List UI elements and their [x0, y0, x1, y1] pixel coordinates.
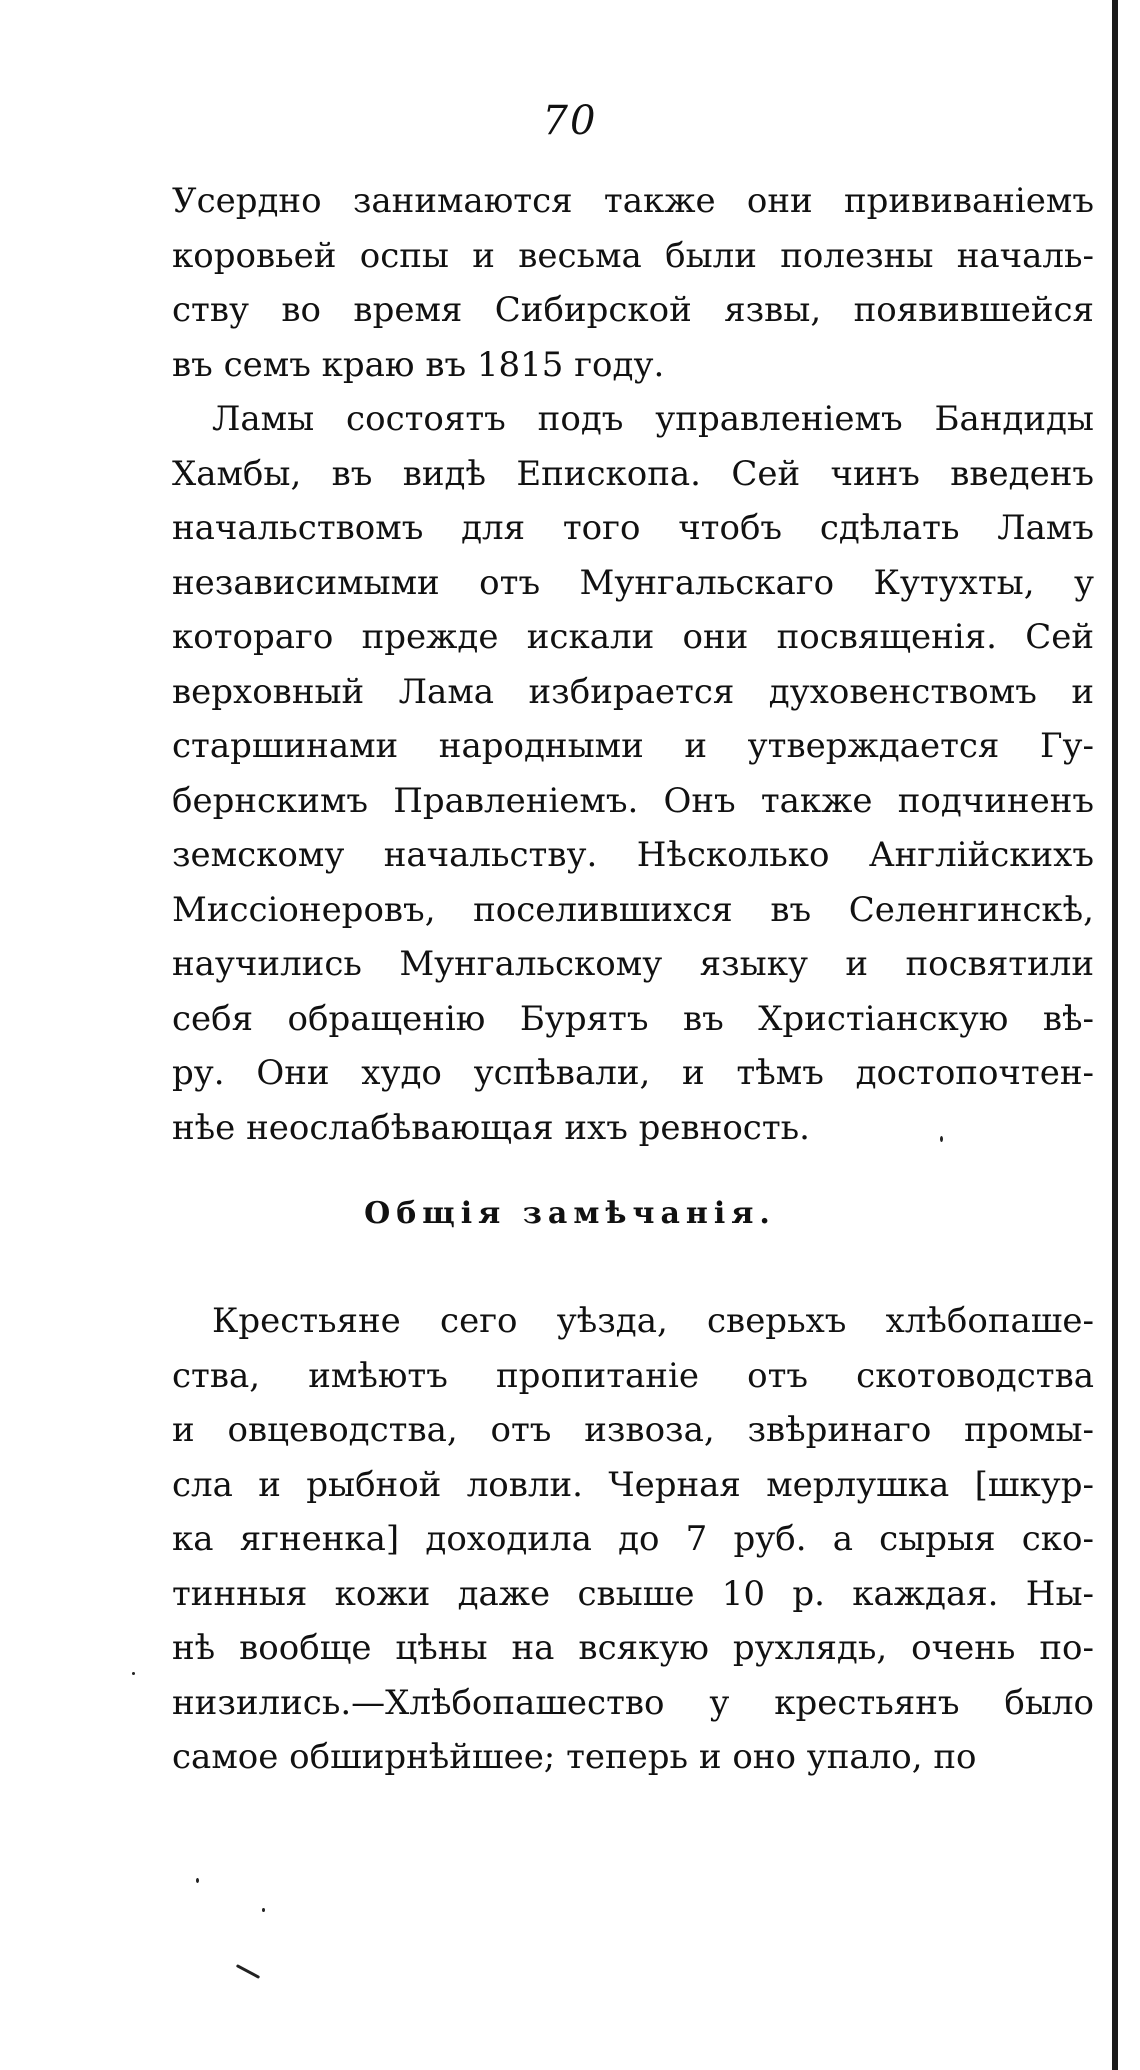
print-speck — [236, 1964, 260, 1979]
text-line: ру. Они худо успѣвали, и тѣмъ достопочтен- — [172, 1053, 1094, 1093]
text-line: котораго прежде искали они посвященія. Сей — [172, 617, 1094, 657]
text-line: самое обширнѣйшее; теперь и оно упало, по — [172, 1737, 977, 1777]
text-line: старшинами народными и утверждается Гу- — [172, 726, 1094, 766]
text-line: бернскимъ Правленіемъ. Онъ также подчиненъ — [172, 780, 1094, 821]
text-line: низились.—Хлѣбопашество у крестьянъ было — [172, 1682, 1094, 1723]
text-line: нѣе неослабѣвающая ихъ ревность. — [172, 1107, 810, 1148]
print-speck — [940, 1136, 943, 1142]
text-line: сла и рыбной ловли. Черная мерлушка [шкур- — [172, 1464, 1094, 1505]
text-line: Миссіонеровъ, поселившихся въ Селенгинскѣ, — [172, 889, 1094, 930]
text-line: Хамбы, въ видѣ Епископа. Сей чинъ введенъ — [172, 453, 1094, 494]
text-line: коровьей оспы и весьма были полезны началь- — [172, 235, 1094, 276]
text-line: нѣ вообще цѣны на всякую рухлядь, очень по- — [172, 1628, 1094, 1668]
print-speck — [262, 1908, 265, 1912]
paragraph-2 — [172, 392, 1094, 1155]
page-edge-border — [1112, 0, 1118, 2070]
text-line: независимыми отъ Мунгальскаго Кутухты, у — [172, 562, 1094, 603]
text-line: Крестьяне сего уѣзда, сверьхъ хлѣбопаше- — [212, 1301, 1094, 1341]
text-line: себя обращенію Бурятъ въ Христіанскую вѣ- — [172, 998, 1094, 1039]
text-line: ства, имѣютъ пропитаніе отъ скотоводства — [172, 1355, 1094, 1396]
text-line: Ламы состоятъ подъ управленіемъ Бандиды — [212, 399, 1094, 439]
text-line: верховный Лама избирается духовенствомъ и — [172, 671, 1094, 712]
text-line: начальствомъ для того чтобъ сдѣлать Ламъ — [172, 508, 1094, 548]
print-speck — [196, 1878, 199, 1883]
text-line: ству во время Сибирской язвы, появившейся — [172, 290, 1094, 330]
text-line: земскому начальству. Нѣсколько Англійскихъ — [172, 835, 1094, 875]
text-line: ка ягненка] доходила до 7 руб. а сырыя ско- — [172, 1519, 1094, 1559]
text-line: Усердно занимаются также они прививаніемъ — [172, 181, 1094, 221]
text-line: въ семъ краю въ 1815 году. — [172, 344, 665, 385]
text-line: тинныя кожи даже свыше 10 р. каждая. Ны- — [172, 1573, 1094, 1614]
print-speck — [132, 1672, 135, 1675]
section-heading: Общія замѣчанія. — [364, 1196, 776, 1231]
paragraph-1 — [172, 174, 1094, 392]
page-number: 70 — [542, 98, 598, 144]
paragraph-3 — [172, 1294, 1094, 1785]
text-line: научились Мунгальскому языку и посвятили — [172, 944, 1094, 984]
text-line: и овцеводства, отъ извоза, звѣринаго промы- — [172, 1410, 1094, 1450]
